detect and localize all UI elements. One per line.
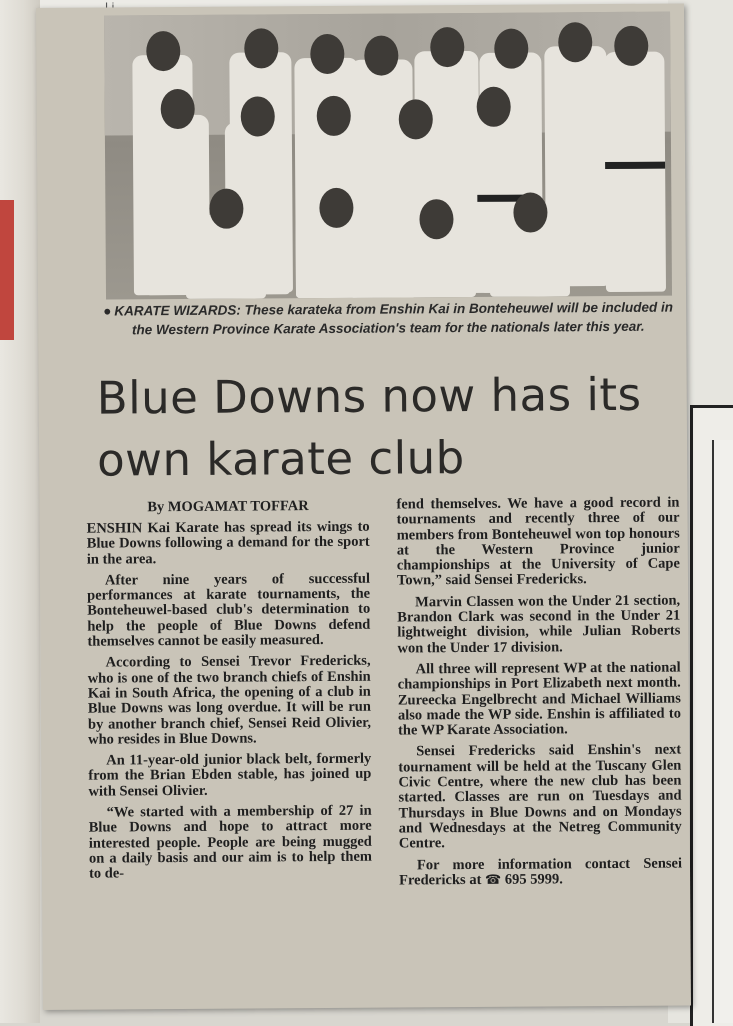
paragraph: Sensei Fredericks said Enshin's next tournament will be held at the Tuscany Glen Civic Centre, where the new club has been started. Classes are run on Tuesdays and Thursdays in Blue Downs and on Mondays and Wednesdays at the Netreg Community Centre. xyxy=(398,741,682,852)
photo-person-head xyxy=(241,96,275,136)
photo-person-head xyxy=(399,99,433,139)
photo-person-head xyxy=(161,89,195,129)
team-photo xyxy=(104,12,672,300)
adjacent-page-left xyxy=(0,0,40,1023)
photo-person-head xyxy=(364,35,398,75)
photo-person-head xyxy=(419,199,453,239)
byline: By MOGAMAT TOFFAR xyxy=(147,498,309,516)
paragraph: According to Sensei Trevor Fredericks, who is one of the two branch chiefs of Enshin Kai in South Africa, the opening of a club in Blue Downs was long overdue. It will be run by another branch chief, Sensei Reid Olivier, who resides in Blue Downs. xyxy=(87,653,372,748)
paragraph: “We started with a membership of 27 in Blue Downs and hope to attract more interested people. People are being mugged on a daily basis and our aim is to help them to de- xyxy=(88,802,372,882)
paragraph: ENSHIN Kai Karate has spread its wings to Blue Downs following a demand for the sport in the area. xyxy=(86,518,370,568)
photo-caption xyxy=(98,298,678,340)
headline: Blue Downs now has its own karate club xyxy=(96,367,642,487)
paragraph: An 11-year-old junior black belt, formerly from the Brian Ebden stable, has joined up with Sensei Olivier. xyxy=(88,750,372,800)
photo-person-head xyxy=(558,22,592,62)
article-column-left xyxy=(86,498,372,888)
photo-black-belt xyxy=(605,162,665,169)
telephone-icon: ☎ xyxy=(484,872,502,888)
paragraph: After nine years of successful performances at karate tournaments, the Bonteheuwel-based club's determination to help the people of Blue Downs defend themselves cannot be easily measured. xyxy=(87,570,371,650)
caption-lead: KARATE WIZARDS: xyxy=(114,302,241,319)
article-column-right xyxy=(396,496,682,895)
photo-person-head xyxy=(244,28,278,68)
photo-person-head xyxy=(430,27,464,67)
photo-person-head xyxy=(146,31,180,71)
paragraph: Marvin Classen won the Under 21 section, Brandon Clark was second in the Under 21 lightweight division, while Julian Roberts won the Under 17 division. xyxy=(397,592,681,657)
photo-person-head xyxy=(513,192,547,232)
photo-person-head xyxy=(477,87,511,127)
newspaper-clipping xyxy=(36,3,691,1009)
paragraph: All three will represent WP at the national championships in Port Elizabeth next month. Zureecka Engelbrecht and Michael Williams also made the WP side. Enshin is affiliated to the WP Karate Association. xyxy=(397,659,681,739)
photo-person-head xyxy=(319,188,353,228)
adjacent-page-inner-border xyxy=(712,440,733,1023)
contact-paragraph xyxy=(399,856,682,889)
contact-text: For more information contact Sensei Fredericks at xyxy=(399,855,683,889)
phone-number: 695 5999. xyxy=(504,871,563,888)
photo-person-head xyxy=(317,96,351,136)
photo-person-head xyxy=(494,29,528,69)
bullet-icon: ● xyxy=(103,303,112,319)
caption-text: These karateka from Enshin Kai in Bonteheuwel will be included in the Western Province Karate Association's team for the nationals later this year. xyxy=(131,299,674,338)
photo-person-head xyxy=(310,34,344,74)
photo-person xyxy=(604,52,666,292)
adjacent-page-red-strip xyxy=(0,200,14,340)
photo-person-head xyxy=(614,26,648,66)
photo-person-head xyxy=(209,189,243,229)
paragraph: fend themselves. We have a good record in tournaments and recently three of our members from Bonteheuwel won top honours at the Western Province junior championships at the University of Cape Town,” said Sensei Fredericks. xyxy=(396,494,680,589)
